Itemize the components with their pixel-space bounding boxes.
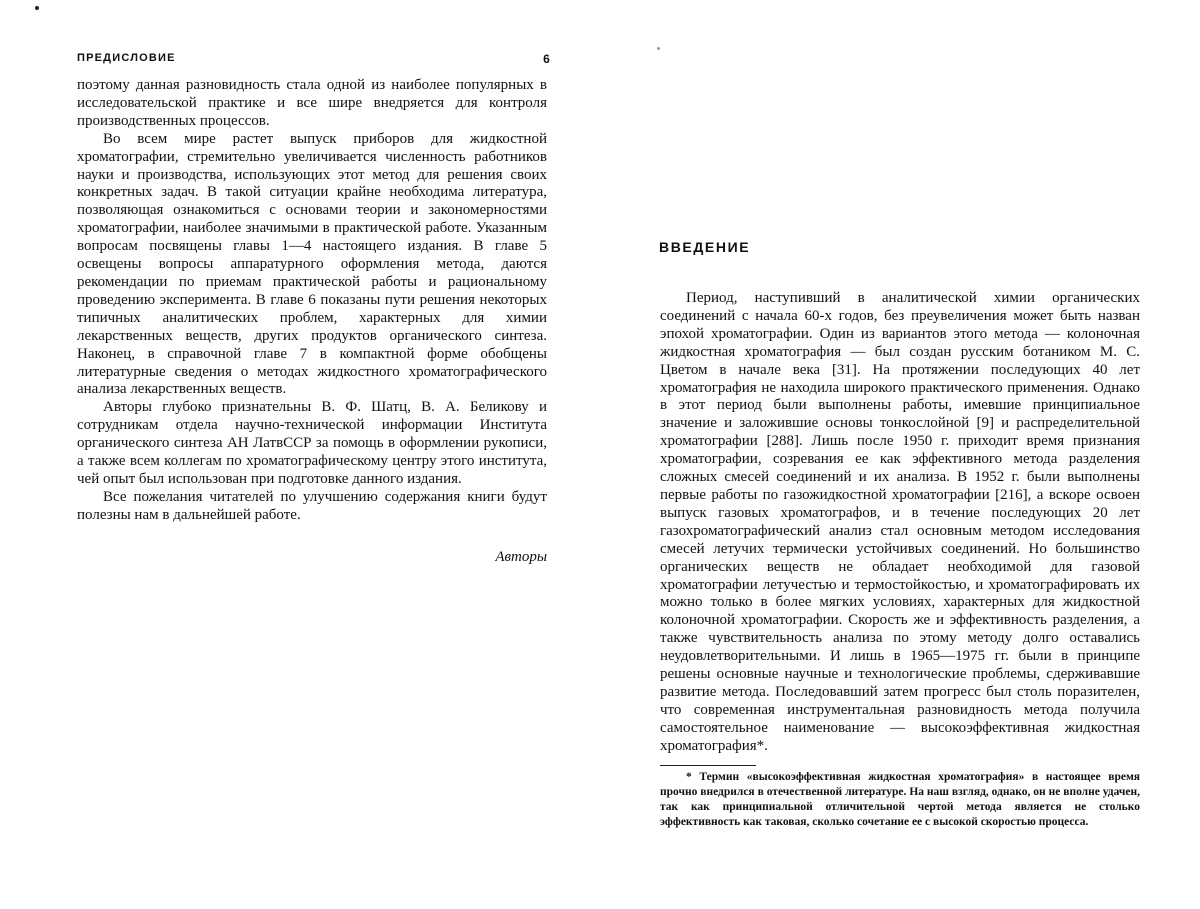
running-head-title: ПРЕДИСЛОВИЕ — [77, 52, 176, 64]
paragraph: Период, наступивший в аналитической химии органических соединений с начала 60-х годов, без преувеличения может быть назван эпохой хроматографии. Один из вариантов этого метода — колоночная жидкостная хроматография — был создан русским ботаником М. С. Цветом в начале века [31]. На протяжении последующих 40 лет хроматография не находила широкого практического применения. Однако в этот период были выполнены работы, имевшие принципиальное значение и заложившие основы тонкослойной [9] и распределительной хроматографии [288]. Лишь после 1950 г. приходит время признания хроматографии, созревания ее как эффективного метода разделения сложных смесей соединений и их анализа. В 1952 г. были выполнены первые работы по газожидкостной хроматографии [216], а вскоре освоен выпуск газовых хроматографов, и в течение последующих 20 лет газохроматографический анализ стал основным методом исследования смесей летучих термически устойчивых соединений. Но большинство органических веществ не обладает необходимой для газовой хроматографии летучестью и термостойкостью, и хроматографировать их можно только в более мягких условиях, характерных для жидкостной колоночной хроматографии. Скорость же и эффективность разделения, а также чувствительность анализа по этому методу долго оставались неудовлетворительными. И лишь в 1965—1975 гг. были в принципе решены основные научные и технологические проблемы, сдерживавшие развитие метода. Последовавший затем прогресс был столь поразителен, что современная инструментальная разновидность метода получила самостоятельное наименование — высокоэффективная жидкостная хроматография*. — [660, 290, 1140, 754]
scan-mark — [657, 47, 660, 50]
footnote-divider — [660, 765, 756, 766]
paragraph: Все пожелания читателей по улучшению содержания книги будут полезны нам в дальнейшей работе. — [77, 488, 547, 523]
scan-dot — [35, 6, 39, 10]
paragraph: Авторы глубоко признательны В. Ф. Шатц, В. А. Беликову и сотрудникам отдела научно-технической информации Института органического синтеза АН ЛатвССР за помощь в оформлении рукописи, а также всем коллегам по хроматографическому центру этого института, чей опыт был использован при подготовке данного издания. — [77, 399, 547, 487]
paragraph: поэтому данная разновидность стала одной из наиболее популярных в исследовательской практике и все шире внедряется для контроля производственных процессов. — [77, 77, 547, 129]
left-body-text — [77, 77, 547, 567]
footnote: * Термин «высокоэффективная жидкостная хроматография» в настоящее время прочно внедрился в отечественной литературе. На наш взгляд, однако, он не вполне удачен, так как принципиальной отличительной чертой метода является не столько эффективность как таковая, сколько сочетание ее с высокой скоростью процесса. — [660, 771, 1140, 828]
paragraph: Во всем мире растет выпуск приборов для жидкостной хроматографии, стремительно увеличивается численность работников науки и производства, использующих этот метод для решения своих конкретных задач. В такой ситуации крайне необходима литература, позволяющая ознакомиться с основами теории и закономерностями хроматографии, наиболее значимыми в практической работе. Указанным вопросам посвящены главы 1—4 настоящего издания. В главе 5 освещены вопросы аппаратурного оформления метода, даются рекомендации по приемам практической работы и рациональному проведению эксперимента. В главе 6 показаны пути решения некоторых типичных аналитических проблем, характерных для химии лекарственных веществ, других продуктов органического синтеза. Наконец, в справочной главе 7 в компактной форме обобщены литературные сведения о методах жидкостного хроматографического анализа лекарственных веществ. — [77, 130, 547, 398]
page-number: 6 — [543, 52, 551, 66]
running-head — [77, 52, 551, 68]
chapter-title: ВВЕДЕНИЕ — [659, 239, 751, 255]
signature: Авторы — [495, 548, 547, 565]
right-body-text — [660, 290, 1140, 756]
